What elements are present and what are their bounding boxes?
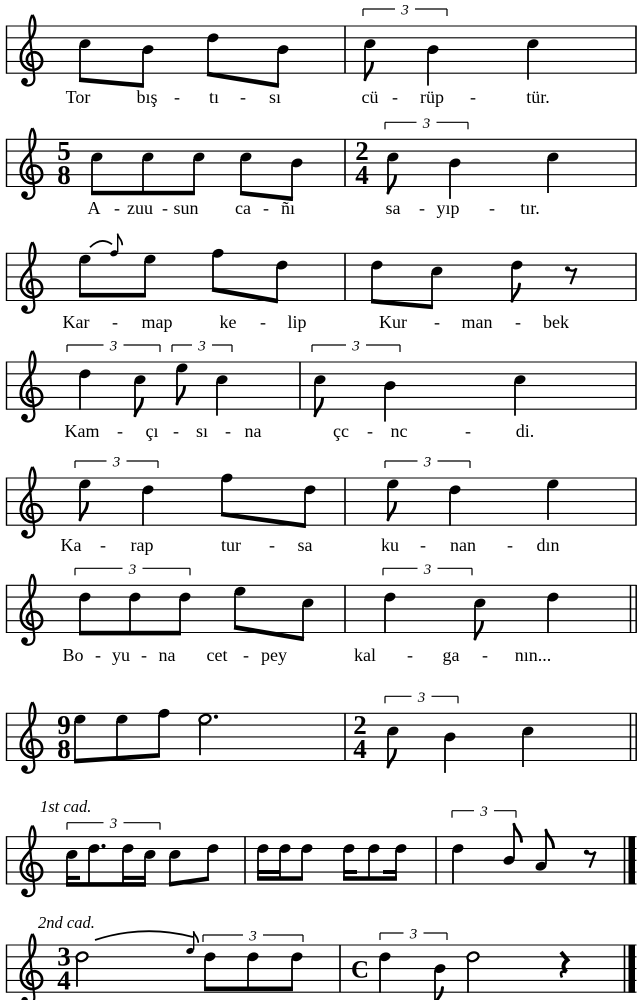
time-signature-denominator: 4: [355, 159, 369, 190]
lyric-hyphen: -: [100, 535, 106, 555]
beam: [221, 514, 306, 526]
clef-dot: [21, 765, 28, 772]
lyric-syllable: Kam: [64, 421, 100, 441]
eighth-rest: [587, 852, 596, 868]
cadence-label: 2nd cad.: [38, 913, 95, 932]
lyric-hyphen: -: [269, 535, 275, 555]
clef-dot: [21, 305, 28, 312]
lyric-hyphen: -: [420, 535, 426, 555]
eighth-flag: [435, 988, 443, 1000]
lyric-hyphen: -: [173, 421, 179, 441]
lyric-syllable: nc: [390, 421, 408, 441]
eighth-flag: [315, 399, 323, 416]
lyric-hyphen: -: [465, 421, 471, 441]
tuplet-number: 3: [198, 338, 206, 355]
lyric-syllable: Kur: [379, 312, 407, 332]
lyric-hyphen: -: [240, 87, 246, 107]
lyric-syllable: di.: [515, 421, 535, 441]
clef-dot: [21, 191, 28, 198]
clef-dot: [21, 78, 28, 85]
lyric-syllable: ga: [442, 645, 460, 665]
lyric-syllable: A: [87, 198, 101, 218]
lyric-hyphen: -: [117, 421, 123, 441]
lyric-syllable: ku: [381, 535, 399, 555]
lyric-syllable: çı: [145, 421, 159, 441]
lyric-hyphen: -: [243, 645, 249, 665]
eighth-flag: [512, 284, 520, 301]
tuplet-number: 3: [417, 689, 426, 706]
beam: [212, 289, 278, 301]
lyric-syllable: ñı: [280, 198, 296, 218]
tuplet-number: 3: [409, 926, 418, 943]
lyric-syllable: pey: [261, 645, 287, 665]
end-barline-thick: [629, 836, 636, 884]
beam: [234, 627, 304, 639]
lyric-syllable: cü: [361, 87, 379, 107]
clef-dot: [21, 414, 28, 421]
lyric-syllable: Ka: [60, 535, 82, 555]
lyric-syllable: tur: [221, 535, 241, 555]
lyric-hyphen: -: [225, 421, 231, 441]
lyric-syllable: bek: [543, 312, 569, 332]
time-signature-denominator: 8: [57, 159, 71, 190]
lyric-hyphen: -: [407, 645, 413, 665]
end-barline-thick: [629, 945, 636, 993]
lyric-hyphen: -: [112, 312, 118, 332]
lyric-hyphen: -: [260, 312, 266, 332]
lyric-syllable: tır.: [520, 198, 540, 218]
lyric-hyphen: -: [434, 312, 440, 332]
lyric-syllable: map: [141, 312, 173, 332]
tuplet-number: 3: [401, 2, 409, 19]
lyric-hyphen: -: [482, 645, 488, 665]
lyric-syllable: sı: [195, 421, 209, 441]
eighth-flag: [514, 824, 522, 841]
lyric-hyphen: -: [515, 312, 521, 332]
augmentation-dot: [101, 844, 105, 848]
slur: [90, 241, 112, 247]
lyric-syllable: nan: [450, 535, 476, 555]
lyric-hyphen: -: [141, 645, 147, 665]
lyric-syllable: na: [158, 645, 176, 665]
eighth-flag: [388, 503, 396, 520]
lyric-hyphen: -: [470, 87, 476, 107]
time-signature-numerator: 2: [353, 709, 367, 740]
clef-dot: [21, 637, 28, 644]
eighth-flag: [80, 503, 88, 520]
eighth-flag: [177, 387, 185, 404]
tuplet-number: 3: [480, 804, 488, 821]
lyric-hyphen: -: [392, 87, 398, 107]
lyric-syllable: tı: [208, 87, 220, 107]
lyric-syllable: Kar: [62, 312, 90, 332]
augmentation-dot: [214, 715, 218, 719]
lyric-syllable: Bo: [62, 645, 84, 665]
lyric-hyphen: -: [162, 198, 168, 218]
lyric-syllable: lip: [287, 312, 307, 332]
lyric-syllable: ca: [235, 198, 251, 218]
time-signature-numerator: 9: [57, 709, 71, 740]
time-signature-denominator: 4: [353, 733, 367, 764]
time-signature-numerator: 2: [355, 135, 369, 166]
lyric-syllable: cet: [206, 645, 228, 665]
tuplet-number: 3: [423, 454, 432, 471]
lyric-hyphen: -: [114, 198, 120, 218]
tuplet-number: 3: [423, 561, 432, 578]
beam: [207, 74, 279, 86]
tuplet-number: 3: [352, 338, 360, 355]
time-signature-numerator: 5: [57, 135, 71, 166]
lyric-syllable: sa: [385, 198, 401, 218]
lyric-syllable: tür.: [526, 87, 550, 107]
lyric-syllable: sa: [297, 535, 313, 555]
lyric-hyphen: -: [367, 421, 373, 441]
lyric-hyphen: -: [95, 645, 101, 665]
lyric-hyphen: -: [419, 198, 425, 218]
eighth-flag: [388, 176, 396, 193]
lyric-syllable: rüp: [420, 87, 444, 107]
lyric-syllable: zuu: [127, 198, 153, 218]
lyric-syllable: sun: [173, 198, 199, 218]
tuplet-number: 3: [249, 928, 257, 945]
eighth-flag: [475, 622, 483, 639]
lyric-hyphen: -: [174, 87, 180, 107]
eighth-flag: [388, 750, 396, 767]
cadence-label: 1st cad.: [40, 797, 92, 816]
eighth-flag: [546, 830, 554, 847]
lyric-syllable: Tor: [65, 87, 91, 107]
lyric-syllable: sı: [268, 87, 282, 107]
time-signature-numerator: 3: [57, 941, 71, 972]
lyric-syllable: dın: [536, 535, 560, 555]
lyric-syllable: rap: [130, 535, 154, 555]
common-time-signature: C: [350, 956, 370, 984]
time-signature-denominator: 8: [57, 733, 71, 764]
tuplet-number: 3: [422, 115, 431, 132]
lyric-syllable: kal: [354, 645, 376, 665]
slur: [95, 931, 193, 940]
tuplet-number: 3: [128, 561, 137, 578]
clef-dot: [21, 530, 28, 537]
lyric-hyphen: -: [489, 198, 495, 218]
tuplet-number: 3: [109, 338, 118, 355]
lyric-syllable: yıp: [436, 198, 460, 218]
lyric-syllable: yu: [112, 645, 130, 665]
eighth-flag: [365, 63, 373, 80]
lyric-syllable: na: [244, 421, 262, 441]
beam: [371, 301, 433, 307]
lyric-syllable: man: [461, 312, 493, 332]
quarter-rest: [561, 972, 567, 978]
lyric-syllable: ke: [219, 312, 237, 332]
lyric-syllable: çc: [333, 421, 349, 441]
tuplet-number: 3: [112, 454, 121, 471]
time-signature-denominator: 4: [57, 965, 71, 996]
clef-dot: [21, 889, 28, 896]
beam: [79, 80, 144, 86]
eighth-rest: [568, 268, 577, 284]
lyric-hyphen: -: [263, 198, 269, 218]
tuplet-number: 3: [109, 816, 118, 833]
treble-clef-icon: [21, 934, 42, 1000]
lyric-hyphen: -: [507, 535, 513, 555]
eighth-flag: [135, 399, 143, 416]
lyric-syllable: nın...: [514, 645, 552, 665]
lyric-syllable: bış: [136, 87, 158, 107]
